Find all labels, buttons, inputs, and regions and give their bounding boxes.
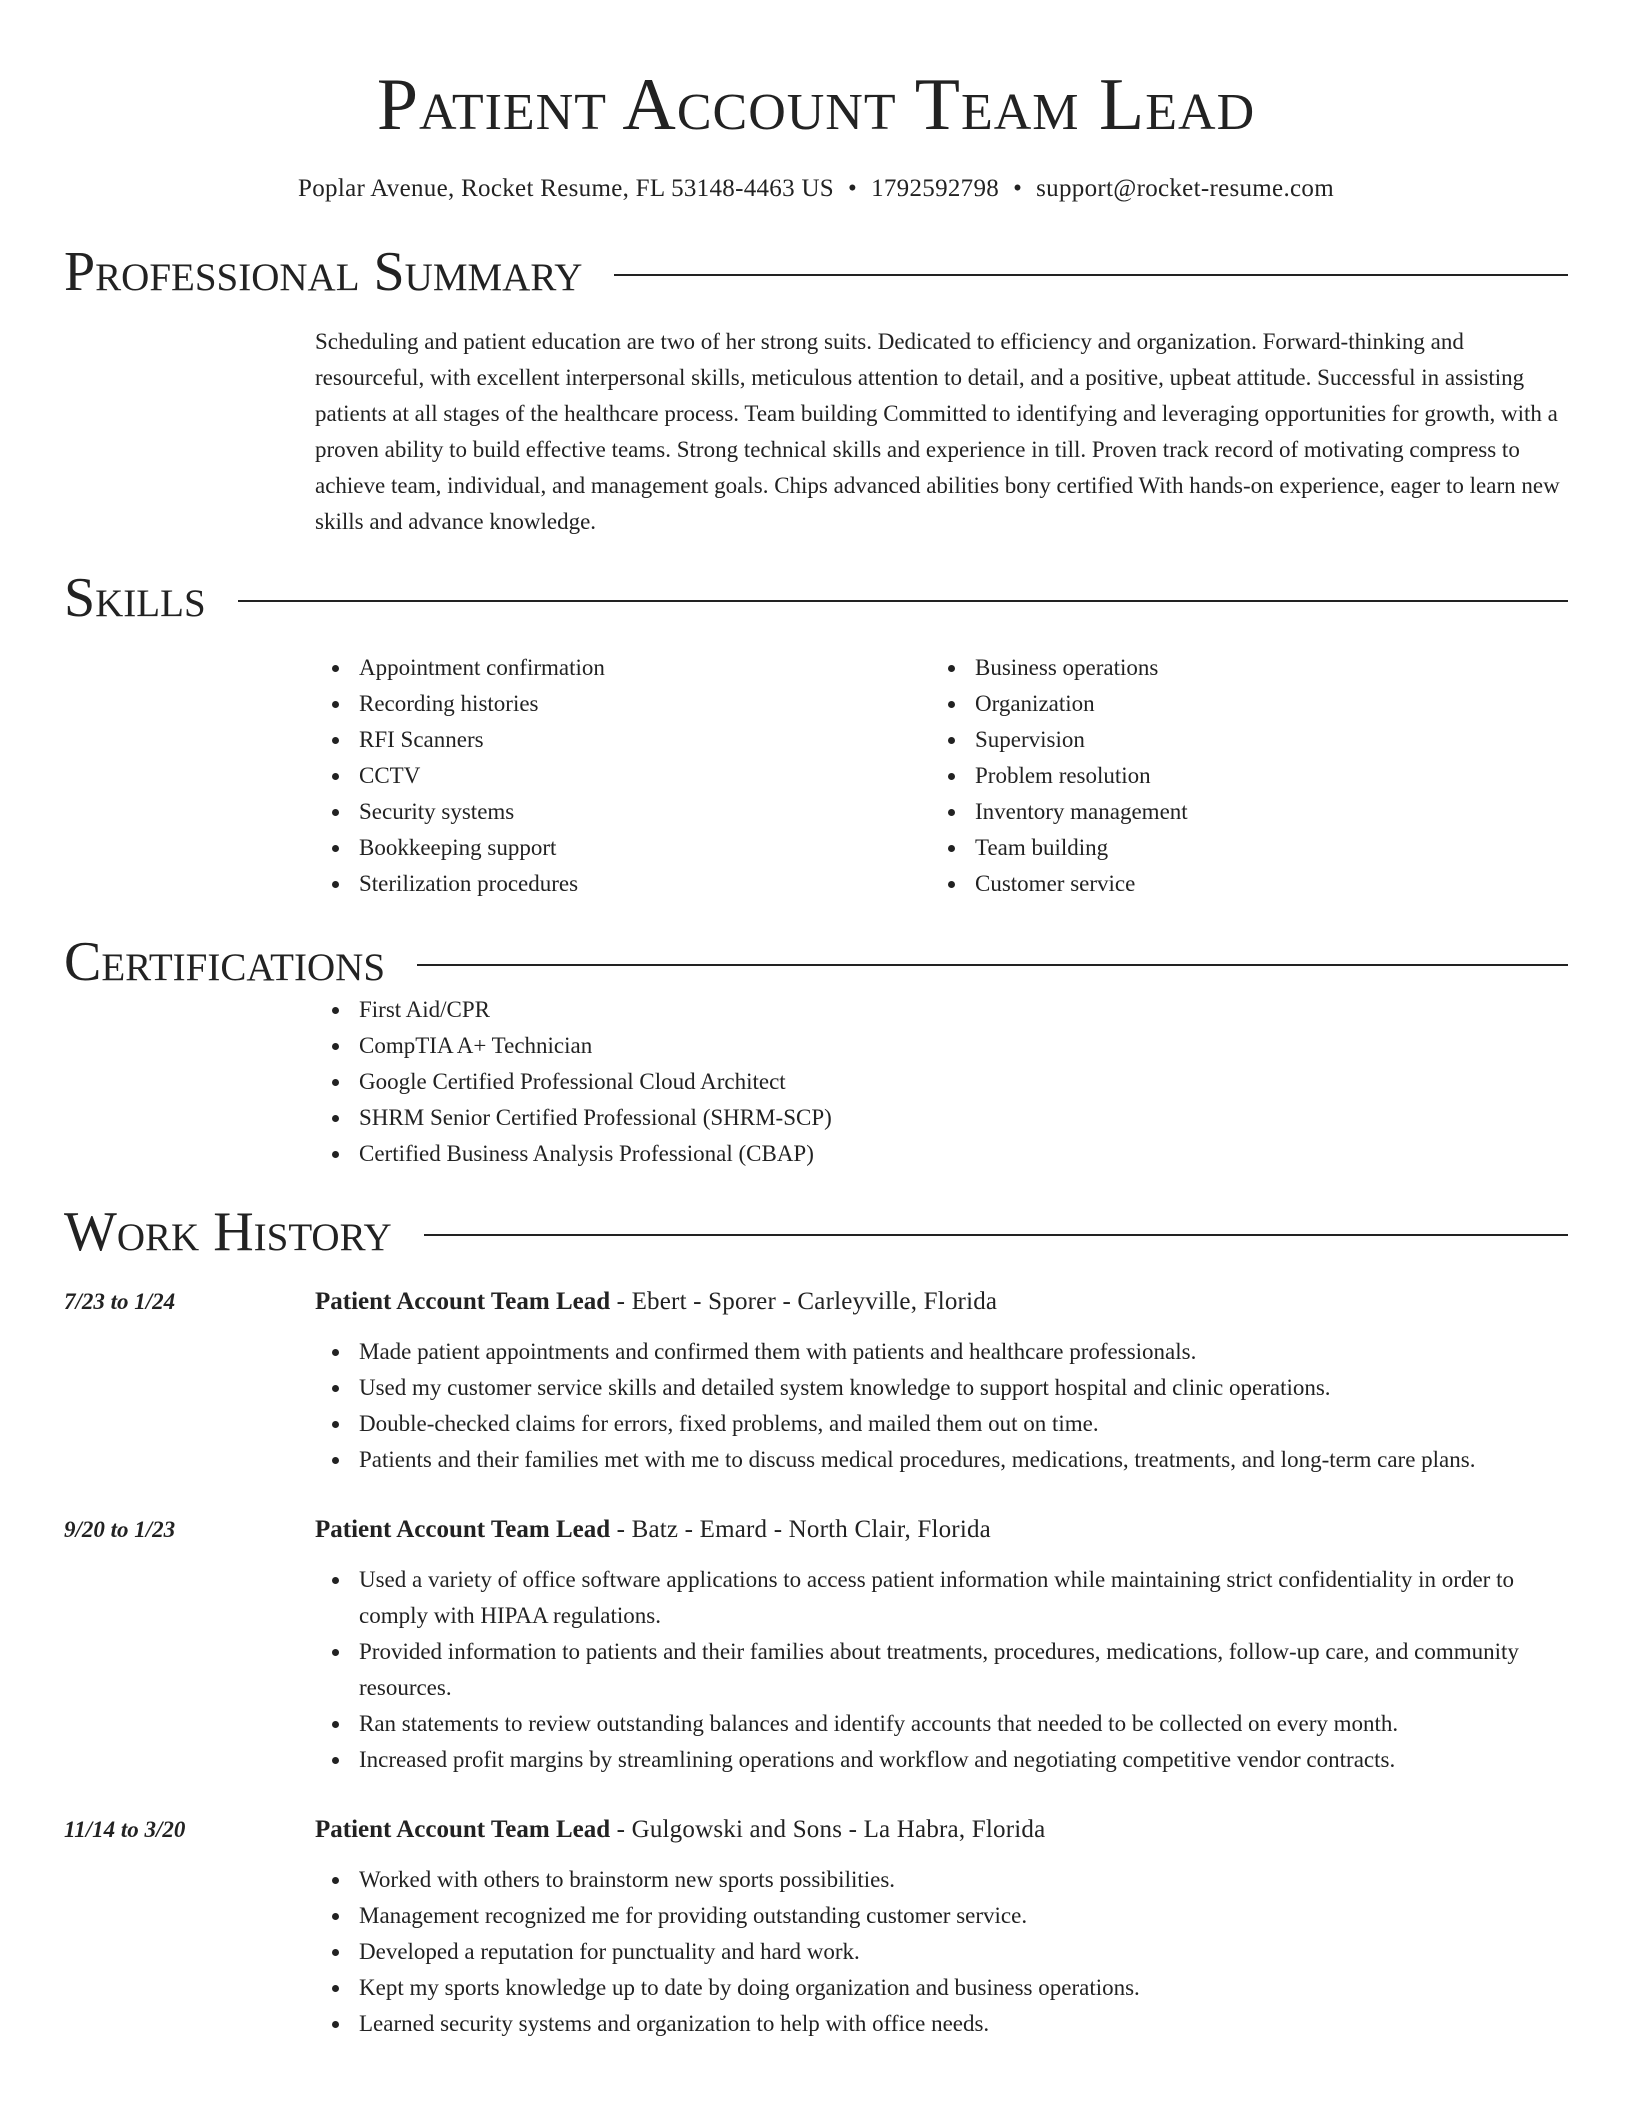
- job-header: [315, 1512, 1568, 1548]
- contact-address: Poplar Avenue, Rocket Resume, FL 53148-4463 US: [298, 175, 835, 202]
- job-entry: [64, 1812, 1568, 2042]
- job-duty: Used a variety of office software applications to access patient information while maintaining strict confidentiality in order to comply with HIPAA regulations.: [315, 1562, 1568, 1634]
- summary-text: Scheduling and patient education are two of her strong suits. Dedicated to efficiency and organization. Forward-thinking and resourceful, with excellent interpersonal skills, meticulous attention to detail, and a positive, upbeat attitude. Successful in assisting patients at all stages of the healthcare process. Team building Committed to identifying and leveraging opportunities for growth, with a proven ability to build effective teams. Strong technical skills and experience in till. Proven track record of motivating compress to achieve team, individual, and management goals. Chips advanced abilities bony certified With hands-on experience, eager to learn new skills and advance knowledge.: [315, 329, 1560, 534]
- skills-grid: [315, 650, 1568, 902]
- certification-item: First Aid/CPR: [315, 992, 1568, 1028]
- contact-separator: •: [848, 175, 858, 202]
- skill-item: Recording histories: [315, 686, 931, 722]
- skills-heading: Skills: [64, 567, 206, 629]
- work-history-heading: Work History: [64, 1201, 392, 1263]
- job-duty: Increased profit margins by streamlining operations and workflow and negotiating competitive vendor contracts.: [315, 1742, 1568, 1778]
- job-header: [315, 1812, 1568, 1848]
- summary-section: [315, 324, 1568, 540]
- certifications-section: [315, 992, 1568, 1172]
- job-dates: 7/23 to 1/24: [64, 1289, 176, 1314]
- skills-list-right: [931, 650, 1547, 902]
- certifications-list: [315, 992, 1568, 1172]
- skill-item: CCTV: [315, 758, 931, 794]
- job-duty: Double-checked claims for errors, fixed problems, and mailed them out on time.: [315, 1406, 1568, 1442]
- skill-item: Problem resolution: [931, 758, 1547, 794]
- contact-line: [64, 172, 1568, 206]
- skill-item: Team building: [931, 830, 1547, 866]
- work-history-section-header: [64, 1202, 1568, 1262]
- skill-item: Business operations: [931, 650, 1547, 686]
- skill-item: Customer service: [931, 866, 1547, 902]
- job-company: - Batz - Emard - North Clair, Florida: [610, 1516, 991, 1543]
- candidate-name: Patient Account Team Lead: [376, 64, 1256, 146]
- job-title: Patient Account Team Lead: [315, 1288, 611, 1315]
- skill-item: Supervision: [931, 722, 1547, 758]
- job-details: [315, 1284, 1568, 1478]
- skill-item: Organization: [931, 686, 1547, 722]
- skill-item: RFI Scanners: [315, 722, 931, 758]
- skills-section: [315, 650, 1568, 902]
- skills-section-header: [64, 568, 1568, 628]
- job-dates: 9/20 to 1/23: [64, 1517, 176, 1542]
- skill-item: Sterilization procedures: [315, 866, 931, 902]
- skill-item: Security systems: [315, 794, 931, 830]
- job-title: Patient Account Team Lead: [315, 1816, 611, 1843]
- job-duty: Worked with others to brainstorm new sports possibilities.: [315, 1862, 1568, 1898]
- skill-item: Bookkeeping support: [315, 830, 931, 866]
- job-duty: Used my customer service skills and detailed system knowledge to support hospital and clinic operations.: [315, 1370, 1568, 1406]
- job-duty: Management recognized me for providing outstanding customer service.: [315, 1898, 1568, 1934]
- summary-section-header: [64, 242, 1568, 302]
- skills-list-left: [315, 650, 931, 902]
- section-divider: [614, 274, 1568, 276]
- job-duty: Made patient appointments and confirmed them with patients and healthcare professionals.: [315, 1334, 1568, 1370]
- section-divider: [238, 600, 1568, 602]
- job-header: [315, 1284, 1568, 1320]
- certifications-section-header: [64, 932, 1568, 992]
- job-duty: Patients and their families met with me to discuss medical procedures, medications, treatments, and long-term care plans.: [315, 1442, 1568, 1478]
- section-divider: [417, 964, 1568, 966]
- certifications-heading: Certifications: [64, 931, 386, 993]
- job-details: [315, 1512, 1568, 1778]
- job-duties-list: [315, 1562, 1568, 1778]
- contact-separator: •: [1013, 175, 1023, 202]
- skill-item: Inventory management: [931, 794, 1547, 830]
- job-duty: Provided information to patients and their families about treatments, procedures, medications, follow-up care, and community resources.: [315, 1634, 1568, 1706]
- contact-email[interactable]: support@rocket-resume.com: [1036, 175, 1334, 202]
- job-title: Patient Account Team Lead: [315, 1516, 611, 1543]
- job-duties-list: [315, 1862, 1568, 2042]
- job-entry: [64, 1284, 1568, 1478]
- job-duty: Kept my sports knowledge up to date by doing organization and business operations.: [315, 1970, 1568, 2006]
- job-duty: Learned security systems and organization to help with office needs.: [315, 2006, 1568, 2042]
- job-duties-list: [315, 1334, 1568, 1478]
- resume-page: [64, 0, 1568, 2042]
- job-duty: Developed a reputation for punctuality and hard work.: [315, 1934, 1568, 1970]
- job-company: - Gulgowski and Sons - La Habra, Florida: [610, 1816, 1046, 1843]
- job-details: [315, 1812, 1568, 2042]
- job-entry: [64, 1512, 1568, 1778]
- certification-item: Google Certified Professional Cloud Architect: [315, 1064, 1568, 1100]
- certification-item: SHRM Senior Certified Professional (SHRM-SCP): [315, 1100, 1568, 1136]
- certification-item: Certified Business Analysis Professional (CBAP): [315, 1136, 1568, 1172]
- section-divider: [424, 1234, 1568, 1236]
- skill-item: Appointment confirmation: [315, 650, 931, 686]
- job-company: - Ebert - Sporer - Carleyville, Florida: [610, 1288, 998, 1315]
- certification-item: CompTIA A+ Technician: [315, 1028, 1568, 1064]
- job-duty: Ran statements to review outstanding balances and identify accounts that needed to be collected on every month.: [315, 1706, 1568, 1742]
- contact-phone: 1792592798: [871, 175, 1000, 202]
- summary-heading: Professional Summary: [64, 241, 583, 303]
- job-dates: 11/14 to 3/20: [64, 1817, 186, 1842]
